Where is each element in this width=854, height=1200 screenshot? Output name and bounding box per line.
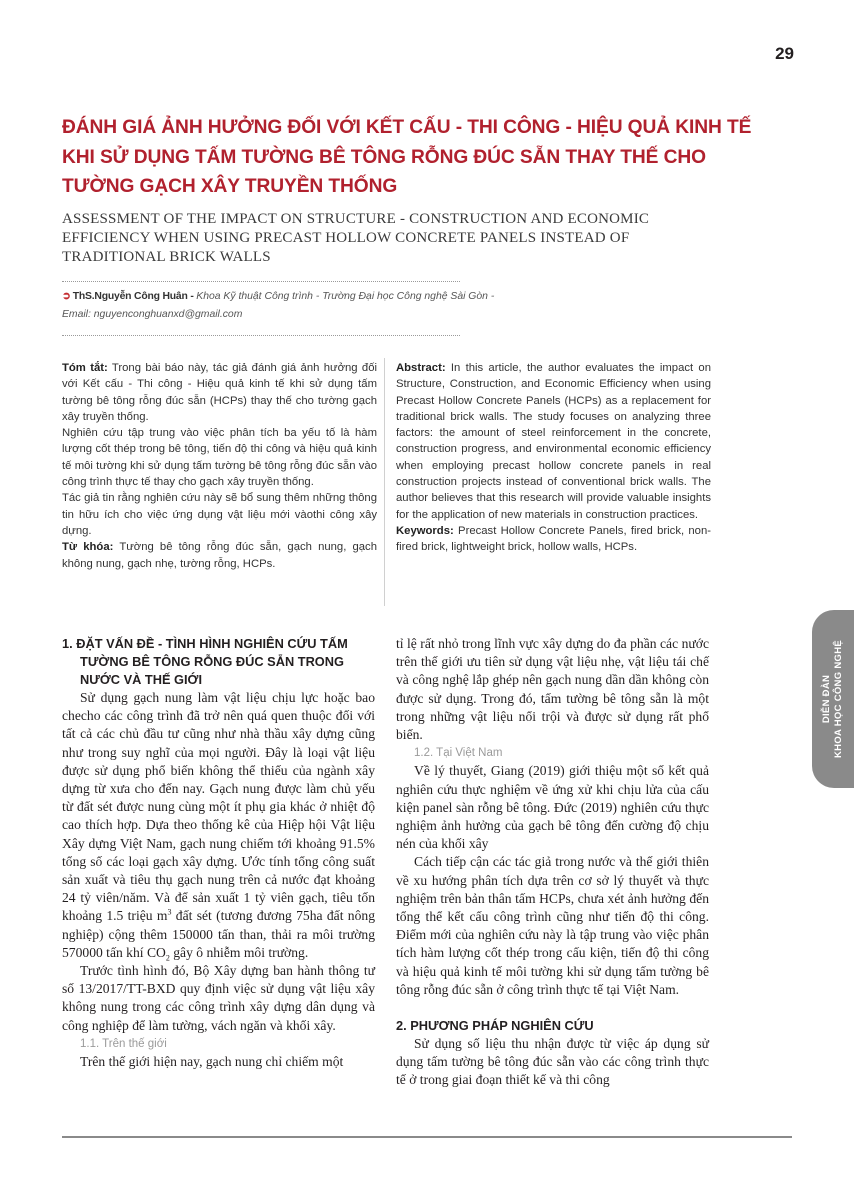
keywords-en: Precast Hollow Concrete Panels, fired brick, non-fired brick, lightweight brick, hollow walls, HCPs. xyxy=(396,524,711,554)
abstract-vi-label: Tóm tắt: xyxy=(62,362,108,374)
arrow-icon: ➲ xyxy=(62,291,71,302)
author-affiliation: Khoa Kỹ thuật Công trình - Trường Đại học Công nghệ Sài Gòn - xyxy=(196,291,495,302)
footer-rule xyxy=(62,1136,792,1138)
section-gap xyxy=(396,999,709,1017)
abstract-en-label: Abstract: xyxy=(396,362,446,374)
article-title-english: ASSESSMENT OF THE IMPACT ON STRUCTURE - CONSTRUCTION AND ECONOMIC EFFICIENCY WHEN USING PRECAST HOLLOW CONCRETE PANELS INSTEAD OF TRADITIONAL BRICK WALLS xyxy=(62,211,650,265)
abstract-vi-p1: Trong bài báo này, tác giả đánh giá ảnh hưởng đối với Kết cấu - Thi công - Hiệu quả kinh tế khi sử dụng tấm tường bê tông rỗng đúc sẵn (HCPs) thay thế cho tường gạch xây truyền thống. xyxy=(62,362,377,423)
body-column-left xyxy=(62,635,375,1071)
article-title: ĐÁNH GIÁ ẢNH HƯỞNG ĐỐI VỚI KẾT CẤU - THI CÔNG - HIỆU QUẢ KINH TẾ KHI SỬ DỤNG TẤM TƯỜNG BÊ TÔNG RỖNG ĐÚC SẴN THAY THẾ CHO TƯỜNG GẠCH XÂY TRUYỀN THỐNG xyxy=(62,117,752,197)
abstract-divider xyxy=(384,358,385,606)
abstract-vi-p3: Tác giả tin rằng nghiên cứu này sẽ bổ sung thêm những thông tin hữu ích cho việc ứng dụng vật liệu mới vàothi công xây dựng. xyxy=(62,492,377,537)
body-column-right xyxy=(396,635,709,1090)
author-name: ThS.Nguyễn Công Huân xyxy=(72,291,188,302)
paragraph-1-part-c: gây ô nhiễm môi trường. xyxy=(169,944,309,960)
paragraph-1-part-a: Sử dụng gạch nung làm vật liệu chịu lực hoặc bao checho các công trình đã trở nên quá quen thuộc đối với tất cả các chủ đầu tư cũng như nhà thầu xây dựng cũng như trong suy nghĩ của mọi người. Đây là loại vật liệu được sử dụng phổ biến không thể thiếu của ngành xây dựng từ xưa cho đến nay. Gạch nung được làm chủ yếu từ đất sét được nung cùng một ít phụ gia khác ở nhiệt độ cao thích hợp. Dựa theo thống kê của Hiệp hội Vật liệu Xây dựng Việt Nam, gạch nung chiếm tới khoảng 91.5% tổng số các loại gạch xây dựng. Ước tính tổng công suất sản xuất và tiêu thụ gạch nung trên cả nước đạt khoảng 24 tỷ viên/năm. Và để sản xuất 1 tỷ viên gạch, tiêu tốn khoảng 1.5 triệu m xyxy=(62,690,375,924)
abstract-vietnamese xyxy=(62,360,377,572)
section-1-1-heading: 1.1. Trên thế giới xyxy=(80,1037,167,1050)
section-side-tab xyxy=(812,610,854,788)
abstract-vi-p2: Nghiên cứu tập trung vào việc phân tích ba yếu tố là hàm lượng cốt thép trong bê tông, tiến độ thi công và hiệu quả kinh tế môi tường khi sử dụng tấm tường bê tông rỗng đúc sẵn vào công trình thực tế thay cho gạch xây truyền thống. xyxy=(62,427,377,489)
side-tab-line1: DIỄN ĐÀN xyxy=(821,674,832,724)
paragraph-5: Cách tiếp cận các tác giả trong nước và thế giới thiên về xu hướng phân tích dựa trên cơ sở lý thuyết và thực nghiệm trên bản thân tấm HCPs, chưa xét ảnh hưởng đến tổng thể kết cấu công trình cũng như tiến độ thi công. Điểm mới của nghiên cứu này là tập trung vào việc phân tích hàm lượng cốt thép trong cấu kiện, tiến độ thi công và hiệu quả kinh tế môi tường khi sử dụng tấm tường bê tông rỗng đúc sẵn ở công trình thực tế tại Việt Nam. xyxy=(396,854,709,997)
keywords-en-label: Keywords: xyxy=(396,524,454,537)
paragraph-6: Sử dụng số liệu thu nhận được từ việc áp dụng sử dụng tấm tường bê tông đúc sẵn vào các công trình thực tế ở trong giai đoạn thiết kế và thi công xyxy=(396,1036,709,1088)
abstract-en-p1: In this article, the author evaluates the impact on Structure, Construction, and Economic Efficiency when using Precast Hollow Concrete Panels (HCPs) as a replacement for traditional brick walls. The study focuses on analyzing three factors: the amount of steel reinforcement in the concrete, construction progress, and environmental economic efficiency when employing precast hollow concrete panels in real construction projects instead of conventional brick walls. The author believes that this research will provide valuable insights for the application of new materials in construction practices. xyxy=(396,362,711,521)
author-separator: - xyxy=(187,291,197,302)
paragraph-2: Trước tình hình đó, Bộ Xây dựng ban hành thông tư số 13/2017/TT-BXD quy định việc sử dụng vật liệu xây không nung trong các công trình xây dựng dân dụng và công nghiệp để làm tường, vách ngăn và khối xây. xyxy=(62,963,375,1033)
author-block xyxy=(62,288,622,324)
paragraph-1-part-b: đất sét (tương đương 75ha đất nông nghiệp) cộng thêm 150000 tấn than, thải ra môi trường 570000 tấn khí CO xyxy=(62,908,375,960)
divider-bottom xyxy=(62,335,460,336)
keywords-vi-label: Từ khóa: xyxy=(62,541,114,554)
page-number: 29 xyxy=(775,44,794,63)
superscript: 3 xyxy=(167,907,172,917)
side-tab-line2: KHOA HỌC CÔNG NGHỆ xyxy=(833,640,844,758)
paragraph-1 xyxy=(62,689,375,962)
keywords-vi: Tường bê tông rỗng đúc sẵn, gạch nung, gạch không nung, gạch nhẹ, tường rỗng, HCPs. xyxy=(62,541,377,570)
section-2-heading: 2. PHƯƠNG PHÁP NGHIÊN CỨU xyxy=(396,1018,594,1034)
subscript: 2 xyxy=(165,953,170,963)
paragraph-3-start: Trên thế giới hiện nay, gạch nung chỉ chiếm một xyxy=(80,1054,344,1070)
section-1-2-heading: 1.2. Tại Việt Nam xyxy=(414,747,503,760)
paragraph-4: Về lý thuyết, Giang (2019) giới thiệu một số kết quả nghiên cứu thực nghiệm về ứng xử khi chịu lửa của cấu kiện panel sàn rỗng bê tông. Đức (2019) nghiên cứu thực nghiệm ảnh hưởng của gạch bê tông đến cường độ chịu nén của khối xây xyxy=(396,763,709,852)
author-email: Email: nguyenconghuanxd@gmail.com xyxy=(62,309,243,320)
divider-top xyxy=(62,281,460,282)
section-1-heading: 1. ĐẶT VẤN ĐỀ - TÌNH HÌNH NGHIÊN CỨU TẤM TƯỜNG BÊ TÔNG RỖNG ĐÚC SẴN TRONG NƯỚC VÀ THẾ GIỚI xyxy=(62,636,348,687)
abstract-english xyxy=(396,360,711,556)
side-tab-text xyxy=(821,640,845,758)
paragraph-3-continued: tỉ lệ rất nhỏ trong lĩnh vực xây dựng do đa phần các nước trên thế giới ưu tiên sử dụng vật liệu nhẹ, vật liệu tái chế và công nghệ lắp ghép nên gạch nung dần dần không còn được sử dụng. Trong đó, tấm tường bê tông sẵn là một trong những vật liệu nổi trội và được sử dụng rất phổ biến. xyxy=(396,636,709,743)
